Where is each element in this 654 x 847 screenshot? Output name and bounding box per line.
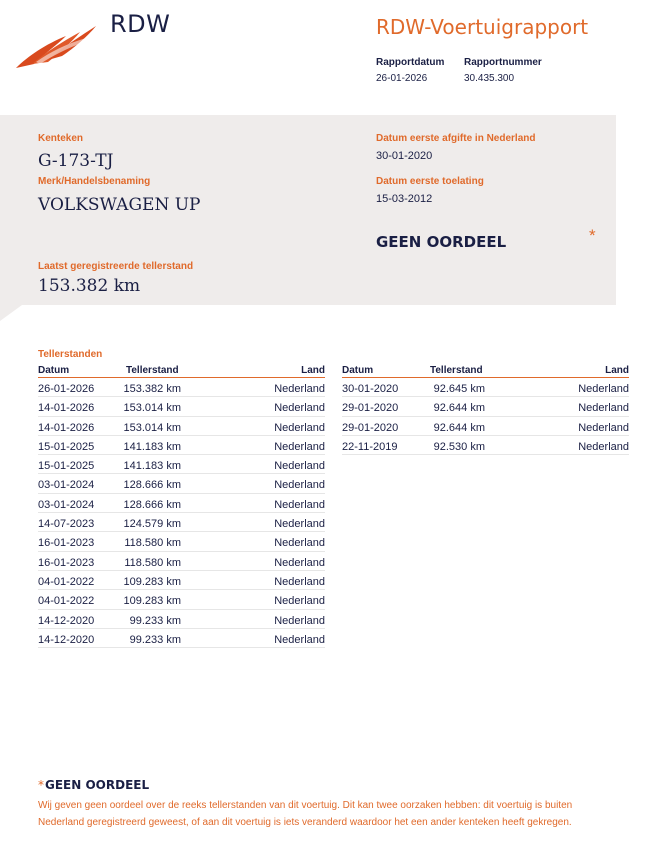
table-row bbox=[342, 378, 629, 397]
reading-km: 99.233 km bbox=[129, 633, 181, 646]
reading-land: Nederland bbox=[274, 479, 325, 492]
table-row bbox=[38, 436, 325, 455]
first-nl-label: Datum eerste afgifte in Nederland bbox=[376, 133, 536, 144]
reading-date: 14-01-2026 bbox=[38, 421, 95, 434]
table-row bbox=[38, 397, 325, 416]
reading-km: 92.644 km bbox=[433, 402, 485, 415]
reading-land: Nederland bbox=[274, 421, 325, 434]
verdict: GEEN OORDEEL bbox=[376, 233, 507, 251]
table-row bbox=[38, 590, 325, 609]
reading-land: Nederland bbox=[274, 498, 325, 511]
plate-value: G-173-TJ bbox=[38, 151, 114, 171]
verdict-marker: * bbox=[589, 226, 596, 245]
reading-date: 03-01-2024 bbox=[38, 498, 95, 511]
reading-land: Nederland bbox=[578, 402, 629, 415]
reading-km: 153.014 km bbox=[123, 402, 181, 415]
report-date: 26-01-2026 bbox=[376, 73, 428, 84]
table-row bbox=[38, 610, 325, 629]
reading-land: Nederland bbox=[274, 614, 325, 627]
make-label: Merk/Handelsbenaming bbox=[38, 176, 151, 187]
report-title: RDW-Voertuigrapport bbox=[376, 15, 589, 39]
report-date-label: Rapportdatum bbox=[376, 57, 445, 68]
reading-km: 92.645 km bbox=[433, 383, 485, 395]
col-land: Land bbox=[605, 365, 629, 376]
reading-date: 30-01-2020 bbox=[342, 383, 399, 395]
table-row bbox=[38, 629, 325, 648]
reading-km: 124.579 km bbox=[123, 518, 181, 531]
table-row bbox=[38, 571, 325, 590]
reading-km: 128.666 km bbox=[123, 479, 181, 492]
table-row bbox=[342, 436, 629, 455]
reading-date: 15-01-2025 bbox=[38, 440, 95, 453]
reading-land: Nederland bbox=[274, 537, 325, 550]
reading-date: 22-11-2019 bbox=[342, 440, 398, 453]
reading-km: 141.183 km bbox=[123, 460, 181, 473]
reading-date: 16-01-2023 bbox=[38, 537, 95, 550]
make-value: VOLKSWAGEN UP bbox=[38, 195, 201, 215]
table-row bbox=[38, 513, 325, 532]
table-row bbox=[38, 494, 325, 513]
footnote-marker: * bbox=[38, 778, 44, 792]
reading-date: 29-01-2020 bbox=[342, 402, 399, 415]
table-header bbox=[342, 364, 629, 378]
footnote-text: Wij geven geen oordeel over de reeks tellerstanden van dit voertuig. Dit kan twee oorzaken hebben: dit voertuig is buiten Nederland geregistreerd geweest, of aan dit voertuig is iets veranderd waardoor het een ander kenteken heeft gekregen. bbox=[38, 800, 573, 828]
reading-km: 118.580 km bbox=[124, 556, 181, 569]
reading-km: 141.183 km bbox=[123, 440, 181, 453]
reading-km: 99.233 km bbox=[129, 614, 181, 627]
last-reading-label: Laatst geregistreerde tellerstand bbox=[38, 261, 194, 272]
reading-land: Nederland bbox=[578, 383, 629, 395]
readings-title: Tellerstanden bbox=[38, 349, 103, 360]
col-km: Tellerstand bbox=[126, 365, 179, 376]
col-land: Land bbox=[301, 365, 325, 376]
footnote-title bbox=[38, 778, 149, 792]
reading-land: Nederland bbox=[578, 421, 629, 434]
last-reading-value: 153.382 km bbox=[38, 276, 141, 296]
table-row bbox=[38, 378, 325, 397]
col-km: Tellerstand bbox=[430, 365, 483, 376]
reading-land: Nederland bbox=[274, 556, 325, 569]
reading-land: Nederland bbox=[274, 518, 325, 531]
reading-km: 153.382 km bbox=[123, 383, 181, 395]
reading-date: 14-07-2023 bbox=[38, 518, 95, 531]
report-number-label: Rapportnummer bbox=[464, 57, 542, 68]
table-row bbox=[38, 552, 325, 571]
readings-table-right bbox=[342, 364, 629, 455]
reading-km: 118.580 km bbox=[124, 537, 181, 550]
reading-date: 14-12-2020 bbox=[38, 633, 95, 646]
first-admission-label: Datum eerste toelating bbox=[376, 176, 484, 187]
reading-km: 109.283 km bbox=[123, 575, 181, 588]
reading-date: 29-01-2020 bbox=[342, 421, 399, 434]
plate-label: Kenteken bbox=[38, 133, 84, 144]
reading-land: Nederland bbox=[578, 440, 629, 453]
table-row bbox=[38, 417, 325, 436]
table-row bbox=[38, 474, 325, 493]
footnote-title-text: GEEN OORDEEL bbox=[45, 778, 150, 792]
reading-date: 14-12-2020 bbox=[38, 614, 95, 627]
reading-date: 14-01-2026 bbox=[38, 402, 95, 415]
reading-date: 16-01-2023 bbox=[38, 556, 95, 569]
rdw-logo-icon bbox=[14, 22, 98, 70]
reading-land: Nederland bbox=[274, 595, 325, 608]
col-date: Datum bbox=[38, 365, 70, 376]
reading-land: Nederland bbox=[274, 383, 325, 395]
first-nl-value: 30-01-2020 bbox=[376, 150, 433, 162]
reading-date: 26-01-2026 bbox=[38, 383, 95, 395]
reading-land: Nederland bbox=[274, 402, 325, 415]
reading-date: 03-01-2024 bbox=[38, 479, 95, 492]
reading-land: Nederland bbox=[274, 440, 325, 453]
readings-table-left bbox=[38, 364, 325, 648]
brand-name: RDW bbox=[110, 10, 171, 38]
reading-date: 15-01-2025 bbox=[38, 460, 95, 473]
report-number: 30.435.300 bbox=[464, 73, 515, 84]
col-date: Datum bbox=[342, 365, 374, 376]
table-row bbox=[38, 455, 325, 474]
table-row bbox=[342, 417, 629, 436]
reading-date: 04-01-2022 bbox=[38, 575, 95, 588]
table-header bbox=[38, 364, 325, 378]
table-row bbox=[342, 397, 629, 416]
reading-date: 04-01-2022 bbox=[38, 595, 95, 608]
reading-km: 92.644 km bbox=[433, 421, 485, 434]
reading-land: Nederland bbox=[274, 633, 325, 646]
reading-km: 128.666 km bbox=[123, 498, 181, 511]
table-row bbox=[38, 532, 325, 551]
reading-land: Nederland bbox=[274, 460, 325, 473]
reading-km: 109.283 km bbox=[123, 595, 181, 608]
panel-corner bbox=[0, 305, 22, 321]
reading-km: 92.530 km bbox=[433, 440, 485, 453]
first-admission-value: 15-03-2012 bbox=[376, 193, 433, 205]
reading-land: Nederland bbox=[274, 575, 325, 588]
reading-km: 153.014 km bbox=[123, 421, 181, 434]
